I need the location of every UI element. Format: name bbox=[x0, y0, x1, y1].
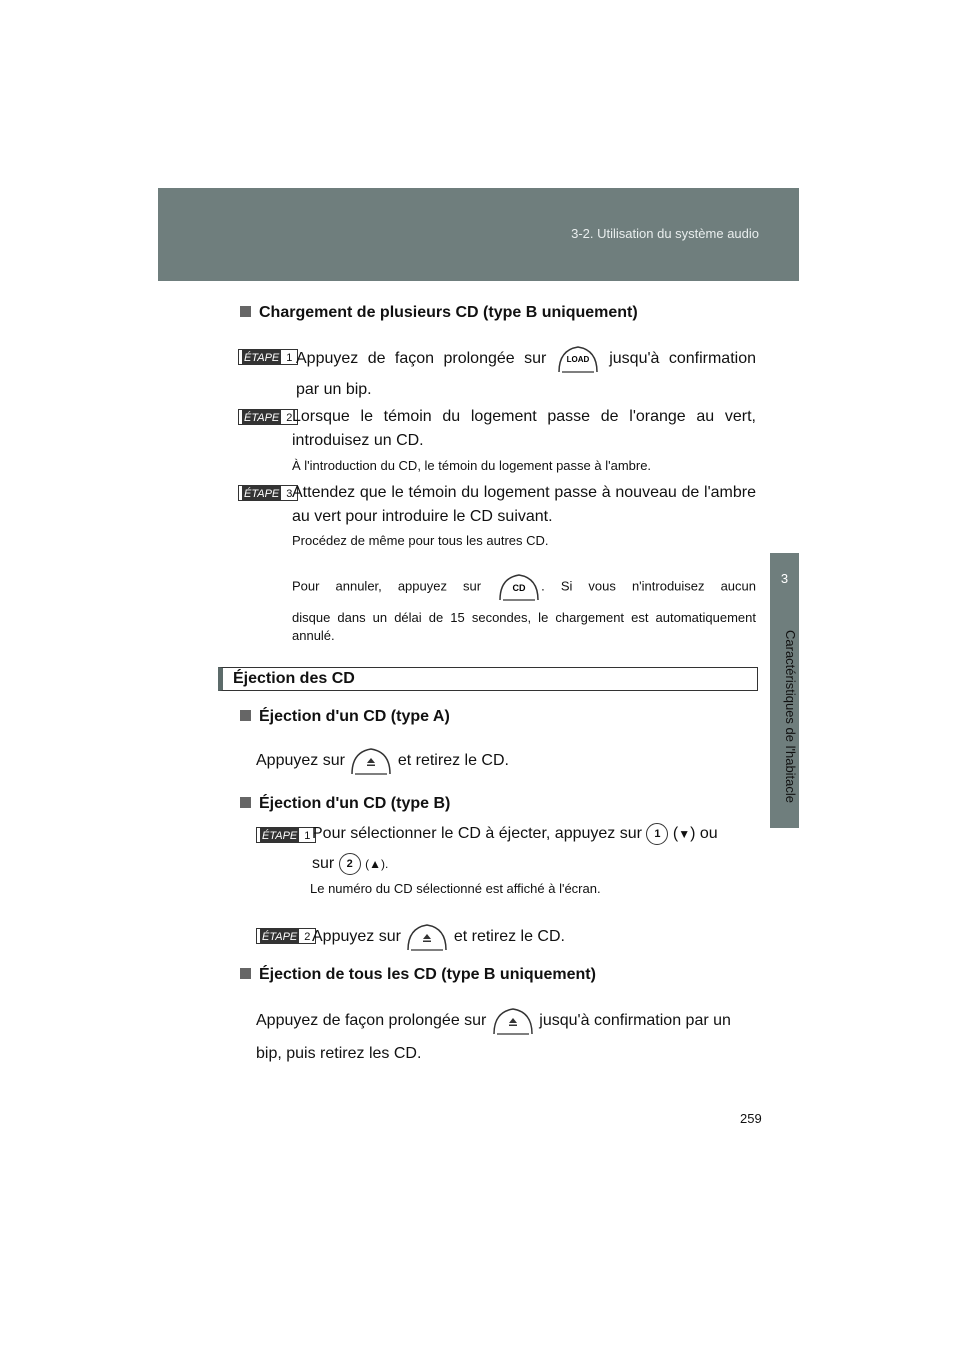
step2-note: À l'introduction du CD, le témoin du logement passe à l'ambre. bbox=[292, 458, 652, 473]
eject-b-step1-line2: sur 2 (▲). bbox=[312, 852, 388, 876]
step2-text: Lorsque le témoin du logement passe de l'orange au vert, introduisez un CD. bbox=[292, 408, 756, 449]
step-badge-b1: ÉTAPE 1 bbox=[256, 826, 316, 844]
cd-button-icon bbox=[497, 572, 541, 602]
eject-button-icon bbox=[491, 1006, 535, 1036]
step1-line1: Appuyez de façon prolongée sur LOAD jusqu'à confirmation bbox=[296, 344, 756, 374]
square-bullet-icon bbox=[240, 968, 251, 979]
step3-text: Attendez que le témoin du logement passe à nouveau de l'ambre au vert pour introduire le CD suivant. bbox=[292, 484, 756, 525]
preset-2-button-icon: 2 bbox=[339, 853, 361, 875]
step-badge-2: ÉTAPE 2 bbox=[238, 408, 298, 426]
svg-text:CD: CD bbox=[512, 583, 526, 593]
page-number: 259 bbox=[740, 1111, 762, 1126]
preset-1-button-icon: 1 bbox=[646, 823, 668, 845]
svg-text:LOAD: LOAD bbox=[566, 355, 590, 364]
eject-all-line1: Appuyez de façon prolongée sur jusqu'à confirmation par un bbox=[256, 1006, 756, 1036]
eject-button-icon bbox=[405, 922, 449, 952]
step1-line2: par un bip. bbox=[296, 381, 372, 398]
eject-a-text: Appuyez sur et retirez le CD. bbox=[256, 746, 509, 776]
square-bullet-icon bbox=[240, 797, 251, 808]
step3-note2-line2: disque dans un délai de 15 secondes, le chargement est automatiquement annulé. bbox=[292, 610, 756, 643]
step-badge-1: ÉTAPE 1 bbox=[238, 348, 298, 366]
eject-all-line2: bip, puis retirez les CD. bbox=[256, 1045, 422, 1062]
section-title: 3-2. Utilisation du système audio bbox=[571, 226, 759, 241]
eject-button-icon bbox=[349, 746, 393, 776]
step-badge-b2: ÉTAPE 2 bbox=[256, 927, 316, 945]
eject-b-step2-text: Appuyez sur et retirez le CD. bbox=[312, 922, 565, 952]
arrow-up-icon: ▲ bbox=[369, 857, 382, 871]
step3-note2-line1: Pour annuler, appuyez sur CD . Si vous n'introduisez aucun bbox=[292, 572, 756, 602]
square-bullet-icon bbox=[240, 710, 251, 721]
chapter-label: Caractéristiques de l'habitacle bbox=[783, 630, 798, 804]
eject-b-step1-line1: Pour sélectionner le CD à éjecter, appuyez sur 1 (▼) ou bbox=[312, 822, 756, 846]
step3-note1: Procédez de même pour tous les autres CD. bbox=[292, 533, 549, 548]
chapter-number: 3 bbox=[780, 571, 789, 586]
heading-eject-type-a: Éjection d'un CD (type A) bbox=[240, 708, 450, 726]
load-button-icon bbox=[556, 344, 600, 374]
heading-eject-all: Éjection de tous les CD (type B uniquement) bbox=[240, 966, 596, 984]
section-box-title: Éjection des CD bbox=[218, 667, 758, 691]
step-badge-3: ÉTAPE 3 bbox=[238, 484, 298, 502]
heading-multi-cd: Chargement de plusieurs CD (type B uniquement) bbox=[240, 304, 638, 322]
eject-b-step1-note: Le numéro du CD sélectionné est affiché à l'écran. bbox=[310, 881, 601, 896]
square-bullet-icon bbox=[240, 306, 251, 317]
heading-eject-type-b: Éjection d'un CD (type B) bbox=[240, 795, 450, 813]
arrow-down-icon: ▼ bbox=[678, 827, 691, 841]
header-band bbox=[158, 188, 799, 281]
